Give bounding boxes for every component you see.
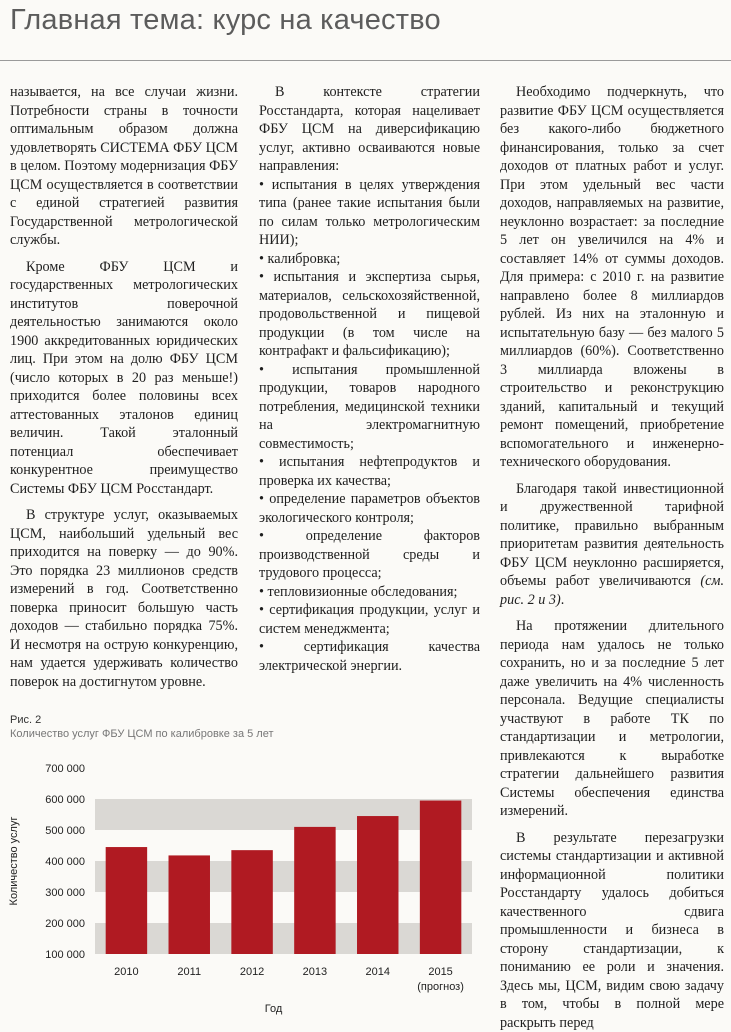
bar [106,847,147,954]
figure-label: Рис. 2 [10,714,41,726]
paragraph [500,480,724,610]
y-tick-label: 600 000 [45,794,85,806]
x-tick-sublabel: (прогноз) [417,981,464,993]
figure-caption: Количество услуг ФБУ ЦСМ по калибровке за 5 лет [10,728,274,740]
grid-band [95,861,472,892]
x-tick-label: 2015 [428,966,452,978]
y-tick-label: 300 000 [45,887,85,899]
paragraph: В структуре услуг, оказываемых ЦСМ, наибольший удельный вес приходится на поверку — до 90%. Это порядка 23 миллионов средств измерений в год. Соответственно поверка приносит большую часть доходов — стабильно порядка 75%. И несмотря на острую конкуренцию, нам удается удерживать количество поверок на достигнутом уровне. [10,506,238,691]
grid-band [95,799,472,830]
y-tick-label: 700 000 [45,763,85,775]
text-column-1 [10,83,238,699]
bar [357,816,398,954]
paragraph: В контексте стратегии Росстандарта, которая нацеливает ФБУ ЦСМ на диверсификацию услуг, активно осваиваются новые направления: [259,83,480,176]
list-item: • испытания в целях утверждения типа (ранее такие испытания были по силам только метрологическим НИИ); [259,176,480,250]
bar [169,855,210,954]
list-item: • сертификация продукции, услуг и систем менеджмента; [259,601,480,638]
page-title: Главная тема: курс на качество [10,4,441,37]
paragraph: В результате перезагрузки системы стандартизации и активной информационной политики Росстандарту удалось добиться качественного сдвига промышленности и бизнеса в сторону стандартизации, к пониманию ее роли и значения. Здесь мы, ЦСМ, видим свою задачу в том, чтобы в полной мере раскрыть перед [500,829,724,1032]
text-column-2 [259,83,480,675]
paragraph: Необходимо подчеркнуть, что развитие ФБУ ЦСМ осуществляется без какого-либо бюджетного финансирования, только за счет доходов от платных работ и услуг. При этом удельный вес части доходов, направляемых на развитие, неуклонно возрастает: за последние 5 лет он увеличился на 4% и составляет 14% от суммы доходов. Для примера: с 2010 г. на развитие направлено более 8 миллиардов рублей. Из них на эталонную и испытательную базу — без малого 5 миллиардов (60%). Соответственно 3 миллиарда вложены в строительство и реконструкцию зданий, капитальный и текущий ремонт помещений, приобретение вспомогательного и инженерно-технического оборудования. [500,83,724,472]
list-item: • испытания промышленной продукции, товаров народного потребления, медицинской техники на электромагнитную совместимость; [259,361,480,454]
list-item: • тепловизионные обследования; [259,583,480,602]
x-tick-label: 2012 [240,966,264,978]
x-tick-label: 2010 [114,966,138,978]
y-tick-label: 400 000 [45,856,85,868]
y-tick-label: 100 000 [45,949,85,961]
paragraph: называется, на все случаи жизни. Потребности страны в точности оптимальным образом должна удовлетворять СИСТЕМА ФБУ ЦСМ в целом. Поэтому модернизация ФБУ ЦСМ осуществляется в соответствии с единой стратегией развития Государственной метрологической службы. [10,83,238,250]
list-item: • испытания и экспертиза сырья, материалов, сельскохозяйственной, продовольственной и пищевой продукции (в том числе на контрафакт и фальсификацию); [259,268,480,361]
bar [420,801,461,954]
figure-reference: (см. рис. 2 и 3) [500,573,724,608]
x-tick-label: 2013 [303,966,327,978]
y-axis-label: Количество услуг [8,817,20,906]
text-column-3 [500,83,724,1032]
x-axis-label: Год [265,1003,283,1015]
paragraph: Кроме ФБУ ЦСМ и государственных метрологических институтов поверочной деятельностью занимаются около 1900 аккредитованных юридических лиц. При этом на долю ФБУ ЦСМ (число которых в 20 раз меньше!) приходится более половины всех аттестованных эталонов единиц величин. Такой эталонный потенциал обеспечивает конкурентное преимущество Системы ФБУ ЦСМ Росстандарт. [10,258,238,499]
y-tick-label: 500 000 [45,825,85,837]
list-item: • определение параметров объектов экологического контроля; [259,490,480,527]
list-item: • сертификация качества электрической энергии. [259,638,480,675]
paragraph: На протяжении длительного периода нам удалось не только сохранить, но и за последние 5 лет даже увеличить на 4% численность персонала. Ведущие специалисты участвуют в работе ТК по стандартизации и метрологии, привлекаются к выработке стратегии дальнейшего развития Системы обеспечения единства измерений. [500,617,724,821]
x-tick-label: 2014 [366,966,390,978]
paragraph-tail: . [561,592,565,608]
y-tick-label: 200 000 [45,918,85,930]
x-tick-label: 2011 [177,966,201,978]
paragraph-text: Благодаря такой инвестиционной и дружественной тарифной политике, правильно выбранным приоритетам развития деятельность ФБУ ЦСМ неуклонно расширяется, объемы работ увеличиваются [500,481,724,590]
bar [294,827,335,954]
list-item: • определение факторов производственной среды и трудового процесса; [259,527,480,583]
grid-band [95,923,472,954]
calibration-services-chart [0,742,490,1020]
header-divider [0,60,731,61]
list-item: • испытания нефтепродуктов и проверка их качества; [259,453,480,490]
list-item: • калибровка; [259,250,480,269]
bar [231,850,272,954]
